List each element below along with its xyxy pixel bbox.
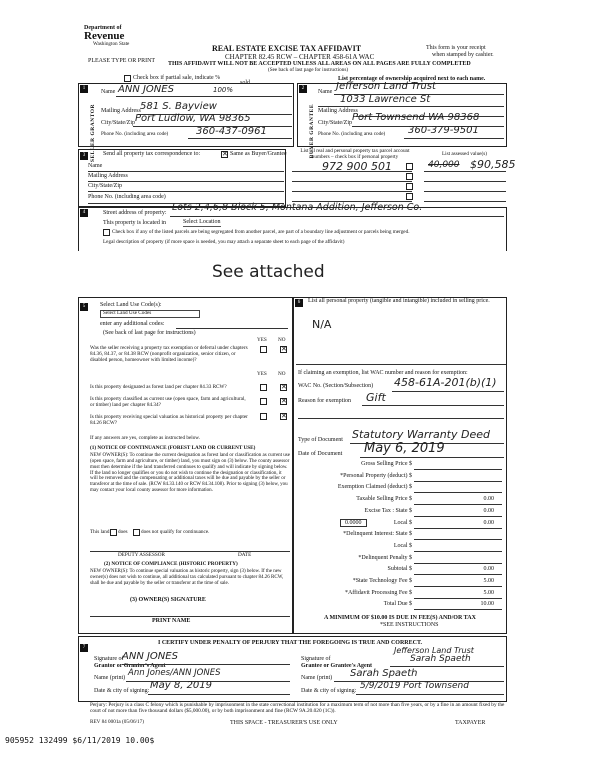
corr-phone-label: Phone No. (including area code) (88, 194, 166, 200)
landuse-label: Select Land Use Code(s): (100, 302, 162, 308)
section-4-marker: 4 (80, 209, 88, 217)
correspondence-label: Send all property tax correspondence to: (103, 151, 201, 157)
logo-line3: Washington State (93, 41, 130, 47)
historic-text: NEW OWNER(S): To continue special valuation as historic property, sign (3) below. If the new owner(s) does not wish to continue, all additional tax calculated pursuant to chapter 84.26 RCW, shall be due and payable by the seller or transferor at the time of sale. (90, 569, 284, 586)
form-title: REAL ESTATE EXCISE TAX AFFIDAVIT (212, 44, 362, 53)
tax-row-label: Subtotal $ (387, 566, 412, 573)
seller-phone[interactable]: 360-437-0961 (196, 126, 267, 137)
this-land-label: This land (90, 529, 110, 535)
does-label: does (118, 529, 128, 535)
tax-row-value[interactable]: 5.00 (483, 589, 494, 596)
tax-row-value[interactable]: 0.00 (483, 519, 494, 526)
receipt-note2: when stamped by cashier. (432, 52, 494, 58)
tax-row-label: Local $ (393, 519, 412, 526)
parcels-header: List all real and personal property tax parcel account numbers – check box if personal property (300, 148, 410, 160)
partial-sale-checkbox[interactable] (124, 75, 131, 82)
wac-label: WAC No. (Section/Subsection) (298, 383, 374, 389)
grantee-print[interactable]: Sarah Spaeth (350, 668, 418, 679)
buyer-name-label: Name (318, 89, 333, 95)
q3-yes-checkbox[interactable] (260, 398, 267, 405)
seller-addr-label: Mailing Address (101, 108, 141, 114)
any-yes-note: If any answers are yes, complete as instructed below. (90, 435, 201, 441)
reason-label: Reason for exemption (298, 398, 351, 404)
same-as-buyer-checkbox[interactable]: ✕ (222, 150, 228, 158)
landuse-select[interactable]: Select Land Use Codes (100, 310, 200, 318)
grantee-print-label: Name (print) (301, 675, 333, 681)
grantor-sig-label: Signature of (94, 656, 124, 662)
grantor-print-label: Name (print) (94, 675, 126, 681)
legal-description[interactable]: See attached (212, 262, 325, 282)
parcel-pp-checkbox-2[interactable] (406, 173, 413, 180)
location-label: This property is located in (103, 220, 166, 226)
parcel-number[interactable]: 972 900 501 (322, 160, 392, 173)
minimum-note: A MINIMUM OF $10.00 IS DUE IN FEE(S) AND/OR TAX (324, 615, 476, 621)
buyer-street[interactable]: 1033 Lawrence St (340, 94, 431, 105)
exemption-claim-label: If claiming an exemption, list WAC number and reason for exemption: (298, 370, 468, 376)
logo-line2: Revenue (84, 30, 125, 42)
q2-no-checkbox[interactable]: ✕ (281, 383, 287, 391)
exemption-question: Was the seller receiving a property tax exemption or deferral under chapters 84.36, 84.37, or 84.38 RCW (nonprofit organization, senior citizen, or disabled person, homeowner with limited income)? (90, 345, 248, 363)
deputy-assessor-label: DEPUTY ASSESSOR (118, 552, 165, 558)
tax-row-value[interactable]: 0.00 (483, 507, 494, 514)
tax-row-label: *Delinquent Interest: State $ (343, 531, 412, 538)
section-5-marker: 5 (80, 303, 88, 311)
segregated-checkbox[interactable] (103, 229, 110, 236)
seller-city[interactable]: Port Ludlow, WA 98365 (135, 113, 251, 124)
tax-row-label: *Affidavit Processing Fee $ (344, 589, 412, 596)
tax-row-value[interactable]: 0.00 (483, 566, 494, 573)
corr-city-label: City/State/Zip (88, 183, 122, 189)
q3-no-checkbox[interactable]: ✕ (281, 397, 287, 405)
continuance-text: NEW OWNER(S): To continue the current designation as forest land or classification as current use (open space, farm and agriculture, or timber) land, you must sign on (3) below. The county assessor must then determine if the land transferred continues to qualify and will indicate by signing below. If the land no longer qualifies or you do not wish to continue the designation or classification, it will be removed and the compensating or additional taxes will be due and payable by the seller or transferor at the time of sale. (RCW 84.33.140 or RCW 84.34.108). Prior to signing (3) below, you may contact your local county assessor for more information. (90, 453, 290, 494)
no-header-1: NO (278, 337, 286, 343)
tax-row-label: Local $ (393, 542, 412, 549)
buyer-name[interactable]: Jefferson Land Trust (336, 81, 436, 92)
doc-date[interactable]: May 6, 2019 (364, 441, 445, 456)
current-use-question: Is this property classified as current use (open space, farm and agricultural, or timber) land per chapter 84.34? (90, 396, 246, 408)
please-type: PLEASE TYPE OR PRINT (88, 58, 156, 64)
same-as-buyer-label: Same as Buyer/Grantee (230, 151, 287, 157)
no-header-2: NO (278, 371, 286, 377)
doc-date-label: Date of Document (298, 451, 343, 457)
seller-side-label: SELLER GRANTOR (90, 104, 96, 163)
taxpayer-label: TAXPAYER (455, 720, 486, 726)
landuse-see-back: (See back of last page for instructions) (103, 330, 196, 336)
grantee-sig-label: Signature of (301, 656, 331, 662)
buyer-phone[interactable]: 360-379-9501 (408, 125, 479, 136)
location-select[interactable]: Select Location (183, 219, 221, 225)
perjury-notice: Perjury: Perjury is a class C felony which is punishable by imprisonment in the state correctional institution for a maximum term of not more than five years, or by a fine in an amount fixed by the court of not more than five thousand dollars ($5,000.00), or by both imprisonment and fine (RCW 9A.20.020 (1C)). (90, 702, 505, 715)
q1-no-checkbox[interactable]: ✕ (281, 345, 287, 353)
q4-yes-checkbox[interactable] (260, 413, 267, 420)
tax-row-label: Excise Tax : State $ (364, 507, 412, 514)
recording-stamp: 905952 132499 $6/11/2019 10.00$ (5, 736, 155, 745)
print-name-label: PRINT NAME (152, 618, 191, 624)
tax-row-value[interactable]: 0.00 (483, 496, 494, 503)
grantee-org: Jefferson Land Trust (394, 646, 474, 655)
grantor-print[interactable]: Ann Jones/ANN JONES (128, 668, 221, 678)
grantor-signature[interactable]: ANN JONES (122, 651, 178, 662)
forest-question: Is this property designated as forest land per chapter 84.33 RCW? (90, 384, 227, 390)
parcel-pp-checkbox-3[interactable] (406, 183, 413, 190)
segregated-label: Check box if any of the listed parcels are being segregated from another parcel, are part of a boundary line adjustment or parcels being merged. (112, 229, 410, 235)
wac-number[interactable]: 458-61A-201(b)(1) (394, 376, 497, 389)
continuance-title: (1) NOTICE OF CONTINUANCE (FOREST LAND OR CURRENT USE) (90, 445, 256, 451)
owner-signature-label: (3) OWNER(S) SIGNATURE (130, 597, 206, 603)
section-3-marker: 3 (80, 152, 88, 160)
partial-sale-label: Check box if partial sale, indicate % (133, 75, 221, 81)
personal-property-value[interactable]: N/A (312, 318, 332, 331)
seller-city-label: City/State/Zip (101, 120, 135, 126)
assessed-old-value: 40,000 (428, 160, 460, 170)
seller-name[interactable]: ANN JONES (118, 84, 174, 95)
doc-type-label: Type of Document (298, 437, 343, 443)
grantee-date[interactable]: 5/9/2019 Port Townsend (360, 681, 469, 691)
historic-title: (2) NOTICE OF COMPLIANCE (HISTORIC PROPERTY) (104, 561, 238, 567)
legal-label: Legal description of property (if more space is needed, you may attach a separate sheet to each page of the affidavit) (103, 239, 345, 245)
local-rate[interactable]: 0.0000 (340, 519, 367, 528)
treasurer-note: THIS SPACE - TREASURER'S USE ONLY (230, 720, 338, 726)
yes-header-2: YES (257, 371, 267, 377)
yes-header-1: YES (257, 337, 267, 343)
doc-type[interactable]: Statutory Warranty Deed (352, 428, 490, 441)
buyer-side-label: BUYER GRANTEE (309, 104, 315, 159)
warning: THIS AFFIDAVIT WILL NOT BE ACCEPTED UNLESS ALL AREAS ON ALL PAGES ARE FULLY COMPLETED (168, 61, 471, 67)
does-not-qualify-checkbox[interactable] (133, 529, 140, 536)
seller-pct[interactable]: 100% (213, 86, 234, 94)
grantor-date-label: Date & city of signing: (94, 688, 150, 694)
q4-no-checkbox[interactable]: ✕ (281, 412, 287, 420)
seller-name-label: Name (101, 89, 116, 95)
exemption-reason[interactable]: Gift (366, 391, 386, 404)
grantee-date-label: Date & city of signing: (301, 688, 357, 694)
see-instructions: *SEE INSTRUCTIONS (380, 622, 439, 628)
sold-label: sold. (240, 80, 252, 86)
tax-row-label: *State Technology Fee $ (352, 578, 412, 584)
grantee-signature[interactable]: Sarah Spaeth (410, 654, 471, 664)
parcel-pp-checkbox-1[interactable] (406, 163, 413, 170)
property-street[interactable]: Lots 2,4,6,8 Block 5, Montana Addition, Jefferson Co. (172, 202, 423, 213)
corr-name-label: Name (88, 163, 103, 169)
receipt-note1: This form is your receipt (426, 45, 486, 51)
tax-row-label: Exemption Claimed (deduct) $ (337, 484, 412, 491)
assessed-header: List assessed value(s) (442, 151, 487, 157)
form-subtitle: CHAPTER 82.45 RCW – CHAPTER 458-61A WAC (225, 53, 375, 61)
tax-row-label: Taxable Selling Price $ (356, 496, 412, 503)
buyer-city[interactable]: Port Townsend WA 98368 (352, 112, 480, 123)
buyer-city-label: City/State/Zip (318, 120, 352, 126)
assessed-value[interactable]: $90,585 (470, 158, 516, 171)
tax-row-label: Total Due $ (383, 601, 412, 608)
tax-row-label: *Personal Property (deduct) $ (340, 472, 412, 479)
tax-row-label: Gross Selling Price $ (361, 461, 412, 467)
buyer-addr-label: Mailing Address (318, 108, 358, 114)
grantee-agent-label: Grantee or Grantee's Agent (301, 663, 373, 669)
street-label: Street address of property: (103, 210, 167, 216)
grantor-date[interactable]: May 8, 2019 (150, 680, 213, 691)
certify-title: I CERTIFY UNDER PENALTY OF PERJURY THAT THE FOREGOING IS TRUE AND CORRECT. (158, 640, 423, 646)
rev-number: REV 84 0001a (05/06/17) (90, 719, 144, 725)
section-2-marker: 2 (299, 85, 307, 93)
does-qualify-checkbox[interactable] (110, 529, 117, 536)
see-back: (See back of last page for instructions) (268, 67, 349, 73)
additional-codes-label: enter any additional codes: (100, 321, 165, 327)
buyer-phone-label: Phone No. (including area code) (318, 131, 386, 137)
percent-label: List percentage of ownership acquired next to each name. (338, 76, 486, 82)
tax-row-label: *Delinquent Penalty $ (358, 554, 412, 561)
tax-row-value[interactable]: 10.00 (480, 601, 494, 608)
q2-yes-checkbox[interactable] (260, 384, 267, 391)
corr-addr-label: Mailing Address (88, 173, 128, 179)
section-1-marker: 1 (80, 85, 88, 93)
does-not-label: does not qualify for continuance. (141, 529, 210, 535)
personal-property-label: List all personal property (tangible and intangible) included in selling price. (308, 298, 490, 304)
q1-yes-checkbox[interactable] (260, 346, 267, 353)
tax-row-value[interactable]: 5.00 (483, 578, 494, 584)
grantor-agent-label: Grantor or Grantor's Agent (94, 663, 166, 669)
historic-question: Is this property receiving special valuation as historical property per chapter 84.26 RCW? (90, 414, 248, 426)
deputy-date-label: DATE (238, 552, 252, 558)
seller-address[interactable]: 581 S. Bayview (140, 101, 217, 112)
logo-line1: Department of (84, 25, 122, 31)
section-7-marker: 7 (80, 644, 88, 652)
section-6-marker: 6 (295, 299, 303, 307)
parcel-pp-checkbox-4[interactable] (406, 193, 413, 200)
seller-phone-label: Phone No. (including area code) (101, 131, 169, 137)
